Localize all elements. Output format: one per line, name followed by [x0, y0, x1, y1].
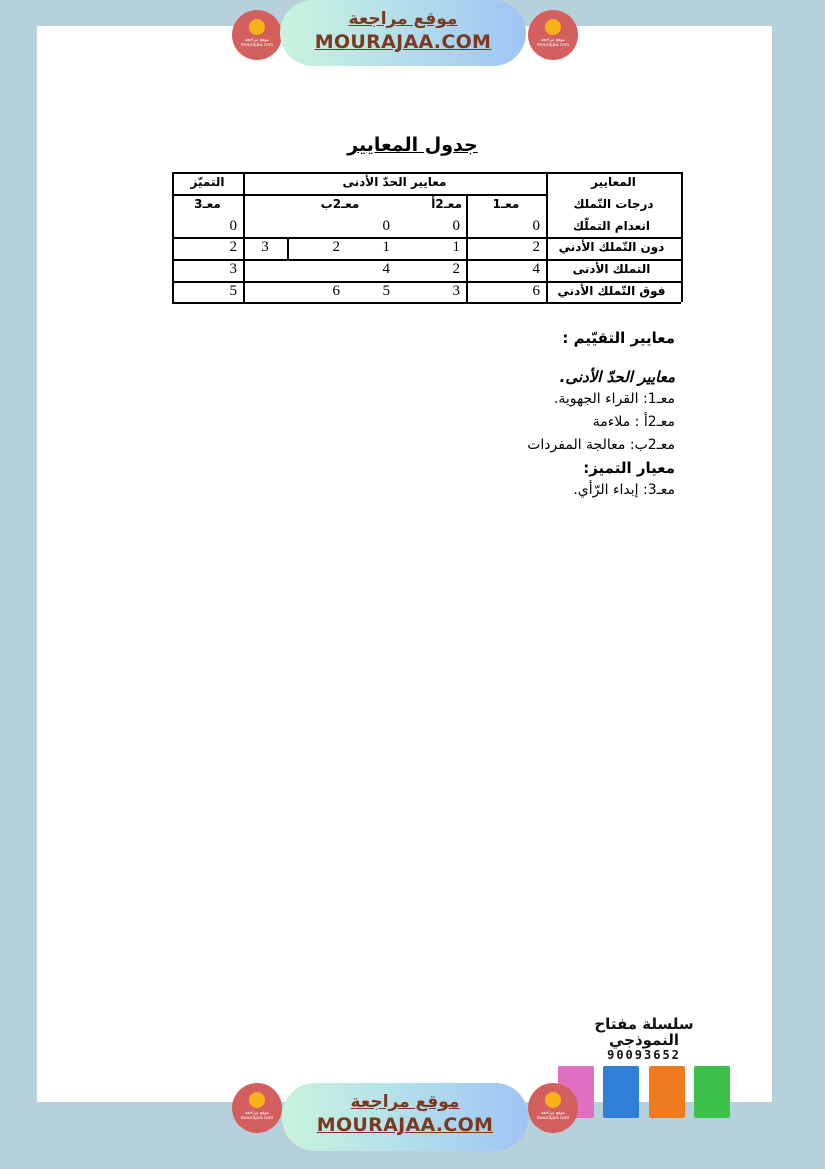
- logo-icon: [249, 1092, 265, 1108]
- cell-c2a: 2: [452, 261, 460, 277]
- cell-c2b: 1: [382, 239, 390, 255]
- logo-icon: [545, 1092, 561, 1108]
- cell-c2b: 2: [332, 239, 340, 255]
- page-title: جدول المعايير: [347, 134, 478, 156]
- site-badge-right[interactable]: [528, 10, 578, 60]
- header-criteria: المعايير: [591, 175, 636, 189]
- cell-c2a: 1: [452, 239, 460, 255]
- site-banner-header[interactable]: [280, 0, 526, 66]
- book-cover-icon: [603, 1066, 639, 1118]
- excellence-criteria-heading: معيار التميز:: [583, 459, 675, 477]
- header-c1: معـ1: [492, 197, 520, 211]
- logo-icon: [249, 19, 265, 35]
- row-label: دون التّملك الأدني: [558, 240, 665, 254]
- badge-text: موقع مراجعة mourajaa.com: [536, 38, 570, 48]
- book-covers: [558, 1066, 730, 1118]
- cell-c3: 5: [229, 283, 237, 299]
- header-levels: درجات التّملك: [573, 197, 654, 211]
- header-excellence: التميّز: [190, 175, 225, 189]
- cell-c2a: 3: [452, 283, 460, 299]
- cell-c2b: 4: [382, 261, 390, 277]
- cell-c3: 3: [229, 261, 237, 277]
- cell-c1: 2: [532, 239, 540, 255]
- book-cover-icon: [694, 1066, 730, 1118]
- criteria-heading: معايير التقيّيم :: [562, 329, 675, 347]
- banner-arabic: موقع مراجعة: [350, 1092, 460, 1112]
- cell-c3: 2: [229, 239, 237, 255]
- criterion-item: معـ2ب: معالجة المفردات: [527, 437, 675, 453]
- cell-c2b: 5: [382, 283, 390, 299]
- banner-url: MOURAJAA.COM: [314, 31, 492, 53]
- cell-c1: 6: [532, 283, 540, 299]
- row-label: انعدام التملّك: [572, 219, 651, 233]
- promo-phone: 90093652: [607, 1048, 681, 1062]
- cell-c2a: 0: [452, 218, 460, 234]
- header-minimum: معايير الحدّ الأدنى: [342, 175, 447, 189]
- site-badge-left-footer[interactable]: [232, 1083, 282, 1133]
- cell-c1: 4: [532, 261, 540, 277]
- banner-arabic: موقع مراجعة: [348, 9, 458, 29]
- cell-c2b: 3: [261, 239, 269, 255]
- header-c3: معـ3: [194, 197, 221, 211]
- badge-text: موقع مراجعة mourajaa.com: [536, 1111, 570, 1121]
- cell-c2b: 6: [332, 283, 340, 299]
- cell-c2b: 0: [382, 218, 390, 234]
- site-badge-right-footer[interactable]: [528, 1083, 578, 1133]
- header-c2b: معـ2ب: [320, 197, 360, 211]
- site-badge-left[interactable]: [232, 10, 282, 60]
- criterion-item: معـ2أ : ملاءمة: [592, 414, 675, 430]
- criterion-item: معـ1: القراء الجهوية.: [553, 391, 675, 407]
- book-series-promo[interactable]: [558, 1016, 730, 1118]
- badge-text: موقع مراجعة mourajaa.com: [240, 38, 274, 48]
- table-border: [172, 302, 681, 304]
- row-label: فوق التّملك الأدني: [557, 284, 666, 298]
- table-border: [681, 172, 683, 302]
- evaluation-criteria: [315, 328, 675, 502]
- book-cover-icon: [649, 1066, 685, 1118]
- cell-c1: 0: [532, 218, 540, 234]
- row-label: التملك الأدنى: [572, 262, 651, 276]
- promo-title: سلسلة مفتاح النموذجي: [594, 1015, 694, 1049]
- minimum-criteria-heading: معايير الحدّ الأدنى.: [559, 368, 675, 386]
- banner-url: MOURAJAA.COM: [316, 1114, 494, 1136]
- criterion-item: معـ3: إبداء الرّأي.: [573, 482, 675, 498]
- site-banner-footer[interactable]: [282, 1083, 528, 1151]
- cell-c3: 0: [229, 218, 237, 234]
- badge-text: موقع مراجعة mourajaa.com: [240, 1111, 274, 1121]
- logo-icon: [545, 19, 561, 35]
- header-c2a: معـ2أ: [431, 197, 462, 211]
